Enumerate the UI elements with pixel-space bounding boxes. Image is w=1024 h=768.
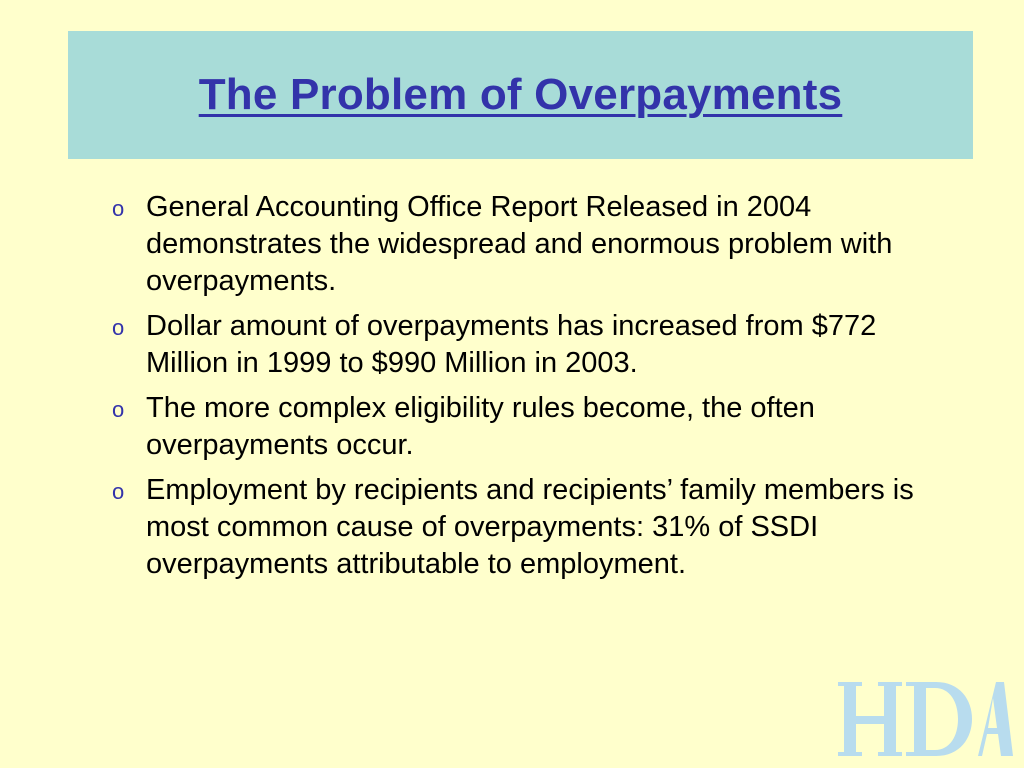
bullet-text: The more complex eligibility rules become, the often overpayments occur.: [146, 392, 815, 461]
bullet-item: [108, 308, 968, 382]
bullet-marker-icon: o: [112, 397, 125, 422]
bullet-marker-icon: o: [112, 196, 125, 221]
title-band: [68, 31, 973, 159]
bullet-marker-icon: o: [112, 315, 125, 340]
hda-logo: [838, 672, 1013, 762]
bullet-item: [108, 189, 968, 300]
bullet-marker-icon: o: [112, 479, 125, 504]
bullet-text: General Accounting Office Report Released in 2004 demonstrates the widespread and enormous problem with overpayments.: [146, 191, 893, 297]
bullet-text: Employment by recipients and recipients’ family members is most common cause of overpayments: 31% of SSDI overpayments attributable to employment.: [146, 474, 914, 580]
slide-title: The Problem of Overpayments: [198, 70, 843, 119]
bullet-item: [108, 390, 968, 464]
bullet-list: [108, 189, 968, 591]
bullet-item: [108, 472, 968, 583]
bullet-text: Dollar amount of overpayments has increased from $772 Million in 1999 to $990 Million in 2003.: [146, 310, 877, 379]
